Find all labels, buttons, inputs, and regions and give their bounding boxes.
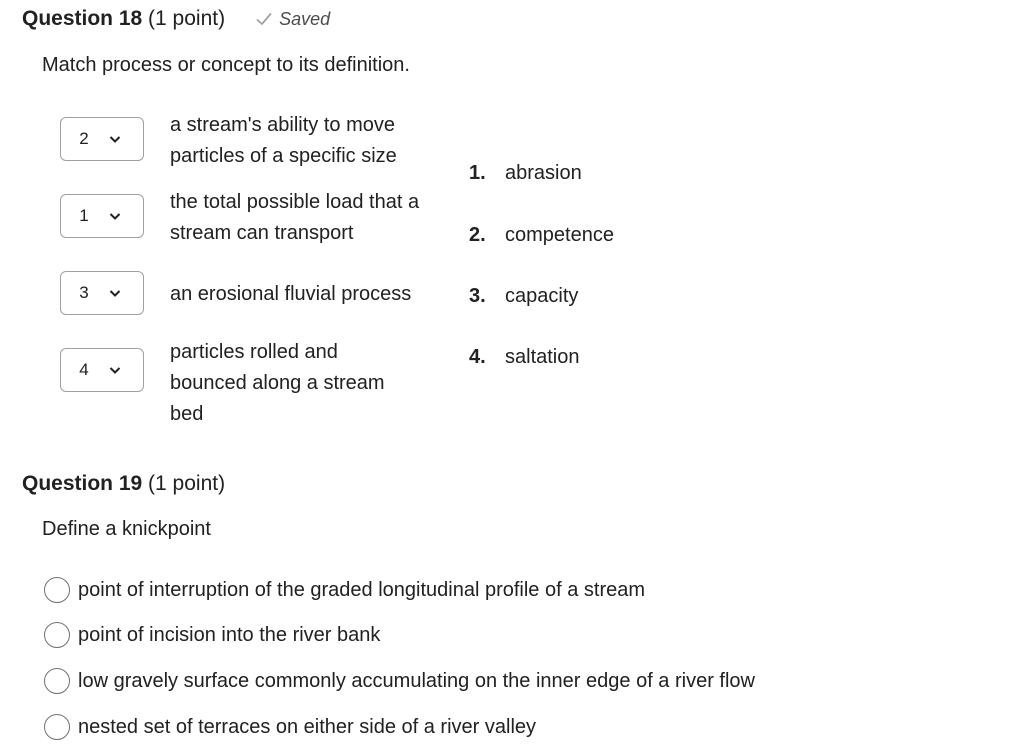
radio-option[interactable] bbox=[44, 714, 536, 740]
radio-button[interactable] bbox=[44, 577, 70, 603]
question-18-title: Question 18 (1 point) bbox=[22, 7, 226, 30]
select-value: 1 bbox=[79, 206, 89, 225]
answer-item: 2. competence bbox=[469, 224, 614, 246]
chevron-down-icon bbox=[107, 131, 123, 147]
definition-text: particles rolled and bounced along a stream bed bbox=[170, 341, 385, 425]
checkmark-icon bbox=[255, 11, 273, 27]
answer-item: 1. abrasion bbox=[469, 162, 582, 184]
saved-status bbox=[255, 9, 330, 30]
definition-text: a stream's ability to move particles of a specific size bbox=[170, 114, 397, 167]
select-value: 3 bbox=[79, 283, 89, 302]
definition-text: the total possible load that a stream can transport bbox=[170, 191, 420, 244]
select-value: 4 bbox=[79, 360, 89, 379]
question-19-prompt: Define a knickpoint bbox=[42, 518, 211, 540]
question-19-title: Question 19 (1 point) bbox=[22, 472, 226, 495]
match-select-3[interactable] bbox=[60, 271, 144, 315]
definition-text: an erosional fluvial process bbox=[170, 283, 412, 305]
match-select-1[interactable] bbox=[60, 117, 144, 161]
question-18-prompt: Match process or concept to its definition. bbox=[42, 54, 410, 76]
option-label: nested set of terraces on either side of a river valley bbox=[78, 715, 537, 738]
select-value: 2 bbox=[79, 129, 89, 148]
answer-item: 3. capacity bbox=[469, 285, 579, 307]
question-19-header bbox=[22, 472, 225, 496]
match-row bbox=[60, 271, 144, 315]
saved-label: Saved bbox=[279, 8, 331, 29]
chevron-down-icon bbox=[107, 208, 123, 224]
radio-option[interactable] bbox=[44, 668, 755, 694]
radio-option[interactable] bbox=[44, 622, 380, 648]
chevron-down-icon bbox=[107, 285, 123, 301]
match-row bbox=[60, 348, 144, 392]
radio-button[interactable] bbox=[44, 668, 70, 694]
match-row bbox=[60, 194, 144, 238]
radio-option[interactable] bbox=[44, 577, 645, 603]
match-select-2[interactable] bbox=[60, 194, 144, 238]
answer-item: 4. saltation bbox=[469, 346, 580, 368]
option-label: point of interruption of the graded longitudinal profile of a stream bbox=[78, 578, 646, 601]
option-label: point of incision into the river bank bbox=[78, 623, 381, 646]
question-18-header bbox=[22, 7, 330, 31]
option-label: low gravely surface commonly accumulating on the inner edge of a river flow bbox=[78, 669, 755, 692]
chevron-down-icon bbox=[107, 362, 123, 378]
radio-button[interactable] bbox=[44, 622, 70, 648]
match-select-4[interactable] bbox=[60, 348, 144, 392]
match-row bbox=[60, 117, 144, 161]
radio-button[interactable] bbox=[44, 714, 70, 740]
